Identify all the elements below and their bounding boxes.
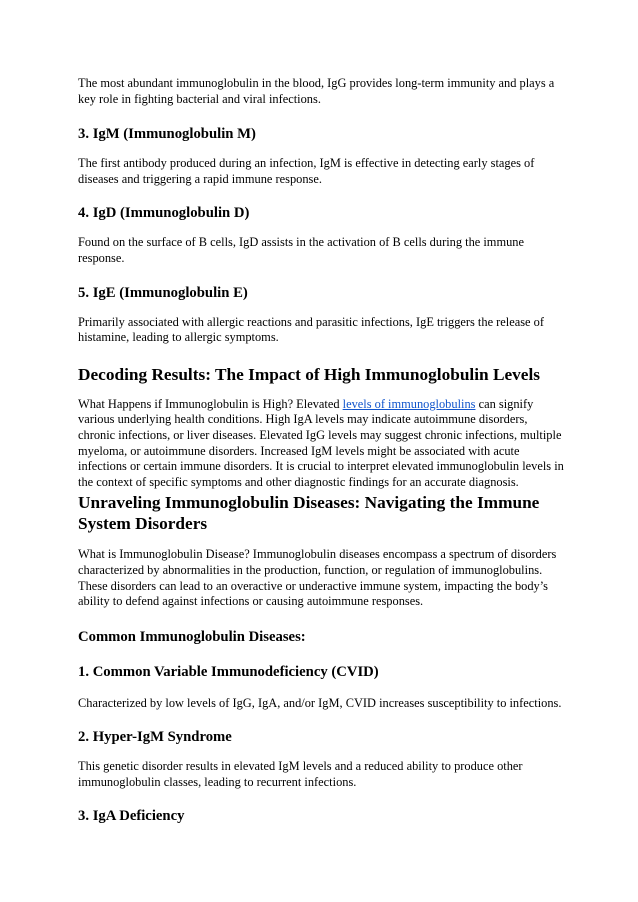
unraveling-diseases-paragraph: What is Immunoglobulin Disease? Immunoglobulin diseases encompass a spectrum of disorders characterized by abnormalities in the production, function, or regulation of immunoglobulins. These disorders can lead to an overactive or underactive immune system, impacting the body’s ability to defend against infections or causing autoimmune responses.	[78, 547, 557, 609]
ige-paragraph: Primarily associated with allergic reactions and parasitic infections, IgE triggers the release of histamine, leading to allergic symptoms.	[78, 314, 544, 345]
hyper-igm-paragraph: This genetic disorder results in elevated IgM levels and a reduced ability to produce other immunoglobulin classes, leading to recurrent infections.	[78, 759, 523, 789]
decoding-results-paragraph	[78, 397, 564, 491]
immunoglobulin-levels-link[interactable]: levels of immunoglobulins	[342, 396, 476, 411]
igg-paragraph: The most abundant immunoglobulin in the blood, IgG provides long-term immunity and plays a key role in fighting bacterial and viral infections.	[78, 76, 555, 106]
igm-paragraph: The first antibody produced during an infection, IgM is effective in detecting early stages of diseases and triggering a rapid immune response.	[78, 156, 535, 186]
iga-deficiency-heading: 3. IgA Deficiency	[78, 808, 185, 825]
common-diseases-heading: Common Immunoglobulin Diseases:	[78, 628, 306, 645]
unraveling-diseases-heading: Unraveling Immunoglobulin Diseases: Navigating the Immune System Disorders	[78, 493, 540, 534]
decoding-text-before-link: What Happens if Immunoglobulin is High? Elevated	[78, 396, 343, 411]
igm-heading: 3. IgM (Immunoglobulin M)	[78, 126, 256, 143]
decoding-results-heading: Decoding Results: The Impact of High Immunoglobulin Levels	[78, 364, 541, 384]
hyper-igm-heading: 2. Hyper-IgM Syndrome	[78, 729, 232, 746]
igd-paragraph: Found on the surface of B cells, IgD assists in the activation of B cells during the immune response.	[78, 235, 524, 265]
cvid-heading: 1. Common Variable Immunodeficiency (CVID)	[78, 663, 379, 680]
document-page	[78, 76, 564, 825]
cvid-paragraph: Characterized by low levels of IgG, IgA, and/or IgM, CVID increases susceptibility to infections.	[78, 695, 562, 710]
igd-heading: 4. IgD (Immunoglobulin D)	[78, 205, 250, 222]
ige-heading: 5. IgE (Immunoglobulin E)	[78, 284, 248, 301]
decoding-text-after-link: can signify various underlying health conditions. High IgA levels may indicate autoimmune disorders, chronic infections, or liver diseases. Elevated IgG levels may suggest chronic infections, multiple myeloma, or autoimmune disorders. Increased IgM levels might be associated with acute infections or certain immune disorders. It is crucial to interpret elevated immunoglobulin levels in the context of specific symptoms and other diagnostic findings for an accurate diagnosis.	[78, 396, 564, 489]
